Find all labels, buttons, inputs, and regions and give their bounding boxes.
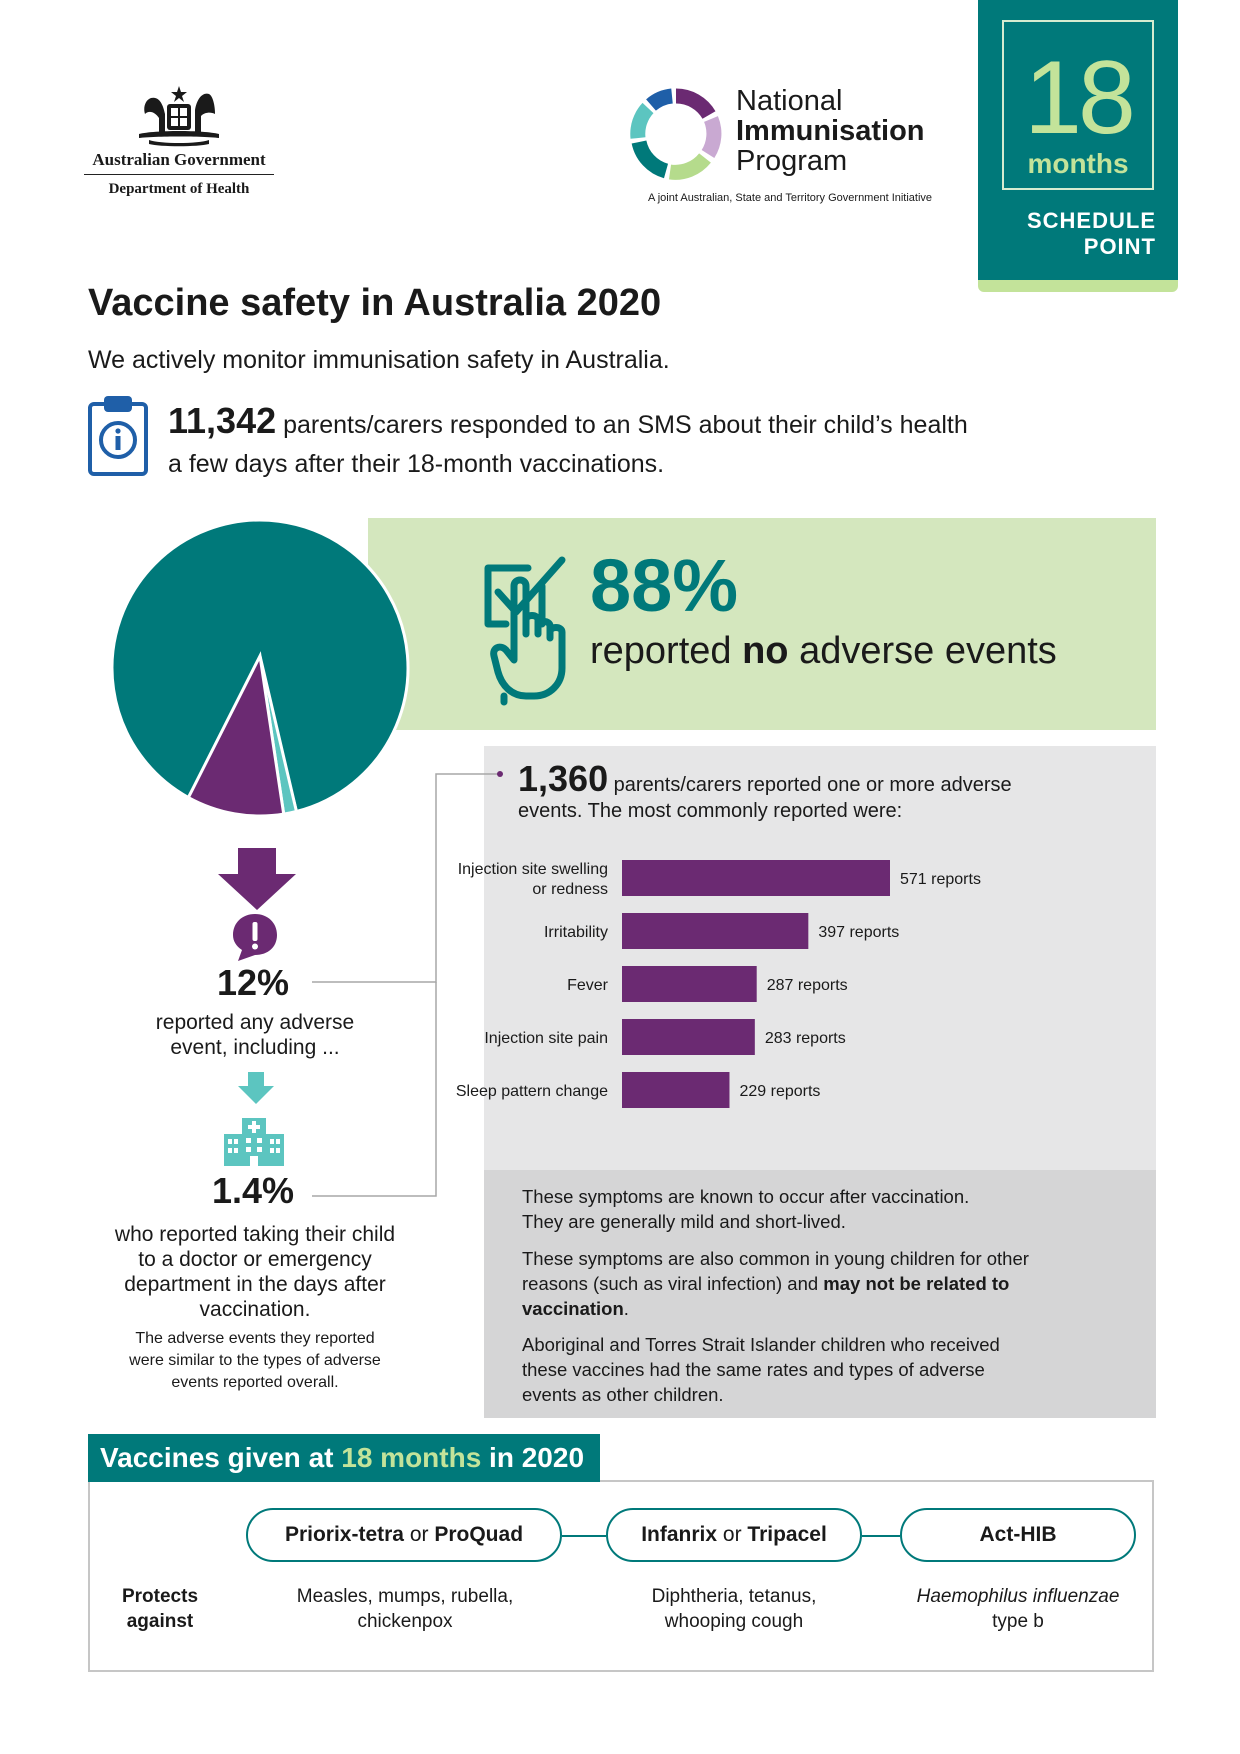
responses-count: 11,342: [168, 400, 277, 441]
doctor-visit-text: [96, 1222, 414, 1322]
p1-line1: These symptoms are known to occur after vaccination.: [522, 1186, 970, 1207]
diseases-hib: [890, 1584, 1146, 1634]
note-line1: The adverse events they reported: [135, 1330, 375, 1347]
adverse-events-bar-chart: [455, 840, 1156, 1150]
dis2-line2: whooping cough: [664, 1611, 804, 1632]
dis2-line1: Diphtheria, tetanus,: [651, 1586, 817, 1607]
p1-line2: They are generally mild and short-lived.: [522, 1211, 846, 1232]
bar-category-label-2: Irritability: [543, 924, 608, 941]
p3-line2: these vaccines had the same rates and types of adverse: [522, 1359, 985, 1380]
bar-category-label-1: Injection site swelling or redness: [457, 861, 608, 898]
no-adverse-text-bold: no: [742, 630, 789, 672]
dis1-line1: Measles, mumps, rubella,: [296, 1586, 514, 1607]
hospital-icon: [222, 1112, 286, 1166]
bar-4: [622, 1019, 755, 1055]
bar-value-label-1: 571 reports: [900, 871, 981, 888]
similar-events-note: [96, 1328, 414, 1394]
any-adverse-line2: event, including ...: [170, 1036, 340, 1059]
doctor-visit-percent: 1.4%: [211, 1170, 295, 1211]
page-subtitle: We actively monitor immunisation safety in Australia.: [88, 346, 670, 374]
schedule-age-unit: months: [1027, 148, 1129, 179]
adverse-reports-count: 1,360: [518, 758, 609, 799]
p2-line2-start: reasons (such as viral infection) and: [522, 1273, 824, 1294]
vaccine-2-joiner: or: [717, 1523, 748, 1546]
any-adverse-line1: reported any adverse: [155, 1011, 355, 1034]
bar-5: [622, 1072, 729, 1108]
nip-name-line3: Program: [736, 145, 848, 177]
protects-line2: against: [126, 1611, 194, 1632]
notes-paragraph-2: [522, 1246, 1122, 1321]
note-line2: were similar to the types of adverse: [129, 1352, 381, 1369]
dis3-line1: Haemophilus influenzae: [916, 1586, 1120, 1607]
nip-logo: [630, 84, 950, 214]
dis1-line2: chickenpox: [357, 1611, 453, 1632]
small-down-arrow-icon: [238, 1072, 274, 1104]
doctor-line2: to a doctor or emergency: [138, 1248, 372, 1271]
doctor-line3: department in the days after: [124, 1273, 386, 1296]
dis3-line2: type b: [992, 1611, 1044, 1632]
schedule-label-line1: SCHEDULE: [1026, 208, 1156, 233]
any-adverse-text: [120, 1010, 390, 1060]
doctor-line4: vaccination.: [199, 1298, 311, 1321]
p2-line3-bold: vaccination: [522, 1298, 624, 1319]
bar-1: [622, 860, 890, 896]
responses-text-line2: a few days after their 18-month vaccinations.: [168, 450, 665, 478]
vaccine-1-name-b: ProQuad: [434, 1523, 524, 1546]
clipboard-info-icon: [86, 392, 150, 478]
vaccine-3-name-a: Act-HIB: [979, 1523, 1057, 1546]
responses-statement: [168, 400, 968, 442]
vaccines-title-highlight: 18 months: [341, 1442, 482, 1473]
vaccines-title: [88, 1434, 600, 1482]
vaccine-pill-hib: [900, 1508, 1136, 1562]
p2-line3-end: .: [623, 1298, 629, 1319]
schedule-label-line2: POINT: [1083, 234, 1156, 259]
p2-line1: These symptoms are also common in young children for other: [522, 1248, 1029, 1269]
schedule-age-box: [1002, 20, 1154, 190]
bar-2: [622, 913, 808, 949]
notes-paragraph-1: [522, 1184, 1122, 1234]
bar-value-label-4: 283 reports: [764, 1030, 846, 1047]
bar-category-label-4: Injection site pain: [484, 1030, 608, 1047]
vaccine-1-joiner: or: [404, 1523, 435, 1546]
diseases-mmrv: [260, 1584, 550, 1634]
no-adverse-text: [590, 630, 1057, 673]
no-adverse-text-end: adverse events: [788, 630, 1057, 672]
schedule-age-number: 18: [1024, 40, 1132, 156]
adverse-reports-statement: [518, 758, 1012, 800]
adverse-reports-text: parents/carers reported one or more adverse: [613, 774, 1012, 796]
no-adverse-percent: 88%: [590, 544, 739, 627]
notes-paragraph-3: [522, 1332, 1122, 1407]
protects-against-label: [110, 1584, 210, 1634]
vaccines-title-start: Vaccines given at: [100, 1442, 342, 1473]
p3-line1: Aboriginal and Torres Strait Islander children who received: [522, 1334, 1000, 1355]
note-line3: events reported overall.: [171, 1374, 339, 1391]
vaccine-2-name-b: Tripacel: [747, 1523, 827, 1546]
vaccines-title-end: in 2020: [481, 1442, 585, 1473]
nip-tagline: A joint Australian, State and Territory Government Initiative: [647, 192, 933, 204]
nip-name-line1: National: [736, 85, 843, 117]
vaccine-connector-1: [562, 1535, 606, 1537]
page-title: Vaccine safety in Australia 2020: [88, 282, 662, 324]
protects-line1: Protects: [121, 1586, 199, 1607]
vaccine-2-name-a: Infanrix: [641, 1523, 718, 1546]
adverse-reports-text-line2: events. The most commonly reported were:: [518, 800, 903, 822]
nip-name-line2: Immunisation: [736, 115, 925, 147]
government-name: Australian Government: [84, 150, 274, 175]
p2-line2-bold: may not be related to: [823, 1273, 1010, 1294]
diseases-dtpa: [608, 1584, 860, 1634]
schedule-point-tab: [978, 0, 1178, 292]
any-adverse-percent: 12%: [216, 962, 290, 1003]
alert-bubble-icon: [230, 912, 280, 962]
bar-value-label-2: 397 reports: [818, 924, 900, 941]
australian-government-logo: [84, 84, 274, 198]
p3-line3: events as other children.: [522, 1384, 724, 1405]
bar-3: [622, 966, 757, 1002]
doctor-line1: who reported taking their child: [114, 1223, 396, 1246]
bar-value-label-3: 287 reports: [766, 977, 848, 994]
vaccine-connector-2: [862, 1535, 900, 1537]
coat-of-arms-icon: [131, 84, 227, 148]
vaccine-1-name-a: Priorix-tetra: [284, 1523, 404, 1546]
bar-category-label-5: Sleep pattern change: [455, 1083, 608, 1100]
schedule-point-label: [1027, 208, 1156, 260]
vaccine-pill-mmrv: [246, 1508, 562, 1562]
bar-value-label-5: 229 reports: [739, 1083, 821, 1100]
bar-category-label-3: Fever: [567, 977, 608, 994]
immunisation-ring-icon: [630, 88, 722, 180]
p2-line2: [522, 1271, 1122, 1296]
responses-text: parents/carers responded to an SMS about their child’s health: [283, 411, 968, 439]
vaccine-pill-dtpa: [606, 1508, 862, 1562]
down-arrow-icon: [218, 848, 296, 910]
checkbox-hand-icon: [480, 556, 570, 706]
p2-line3: [522, 1296, 1122, 1321]
department-name: Department of Health: [108, 181, 250, 197]
no-adverse-text-start: reported: [590, 630, 743, 672]
